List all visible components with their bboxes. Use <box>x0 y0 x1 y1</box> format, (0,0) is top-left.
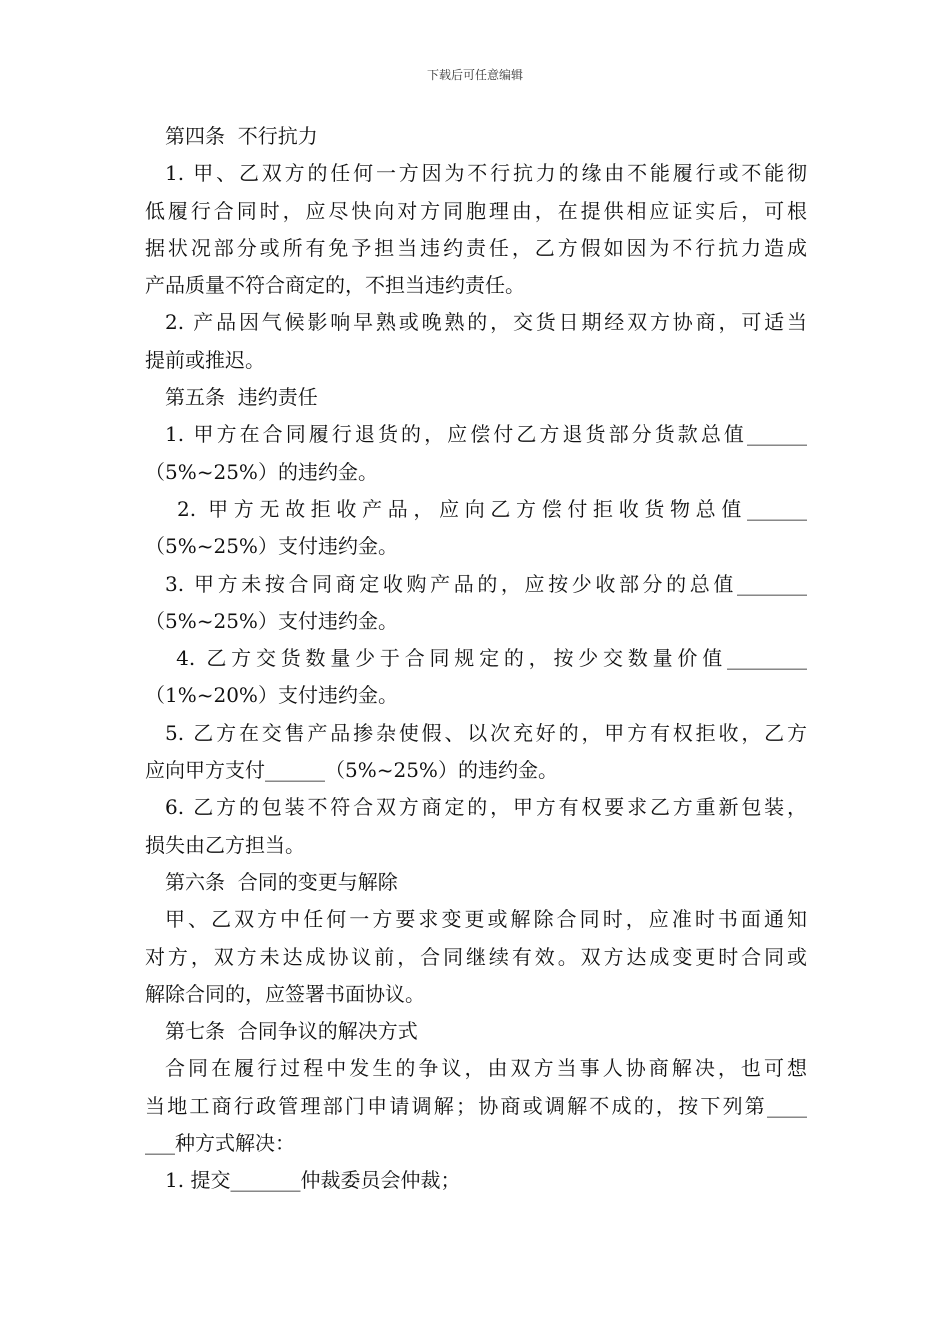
paragraph-line: 3. 甲方未按合同商定收购产品的，应按少收部分的总值_______ <box>165 571 807 596</box>
paragraph-line: 1. 甲方在合同履行退货的，应偿付乙方退货部分货款总值______ <box>165 422 807 447</box>
article-heading: 第四条 不行抗力 <box>165 124 318 148</box>
paragraph-line: 应向甲方支付______（5%~25%）的违约金。 <box>145 758 558 783</box>
paragraph-line: （5%~25%）支付违约金。 <box>145 608 398 633</box>
paragraph-line: 2. 甲方无故拒收产品，应向乙方偿付拒收货物总值______ <box>165 496 807 521</box>
paragraph-line: 提前或推迟。 <box>145 347 265 372</box>
paragraph-line: 甲、乙双方中任何一方要求变更或解除合同时，应准时书面通知 <box>165 907 807 932</box>
paragraph-line: 解除合同的，应签署书面协议。 <box>145 981 425 1006</box>
paragraph-line: （5%~25%）支付违约金。 <box>145 534 398 559</box>
paragraph-line: 对方，双方未达成协议前，合同继续有效。双方达成变更时合同或 <box>145 944 807 969</box>
paragraph-line: 4. 乙方交货数量少于合同规定的，按少交数量价值________ <box>165 646 807 671</box>
article-heading: 第六条 合同的变更与解除 <box>165 869 398 894</box>
paragraph-line: （1%~20%）支付违约金。 <box>145 683 398 708</box>
paragraph-line: 据状况部分或所有免予担当违约责任，乙方假如因为不行抗力造成 <box>145 235 807 260</box>
paragraph-line: 1. 甲、乙双方的任何一方因为不行抗力的缘由不能履行或不能彻 <box>165 161 807 186</box>
article-heading: 第七条 合同争议的解决方式 <box>165 1019 418 1044</box>
paragraph-line: 6. 乙方的包装不符合双方商定的，甲方有权要求乙方重新包装， <box>165 795 807 820</box>
paragraph-line: 2. 产品因气候影响早熟或晚熟的，交货日期经双方协商，可适当 <box>165 310 807 335</box>
article-heading: 第五条 违约责任 <box>165 385 318 410</box>
paragraph-line: 1. 提交_______仲裁委员会仲裁； <box>165 1168 461 1193</box>
paragraph-line: 产品质量不符合商定的，不担当违约责任。 <box>145 273 525 298</box>
header-note: 下载后可任意编辑 <box>426 68 523 82</box>
paragraph-line: 损失由乙方担当。 <box>145 832 305 857</box>
document-body <box>145 118 807 1200</box>
paragraph-line: ___种方式解决： <box>145 1131 295 1156</box>
paragraph-line: 当地工商行政管理部门申请调解；协商或调解不成的，按下列第____ <box>145 1093 807 1118</box>
paragraph-line: 合同在履行过程中发生的争议，由双方当事人协商解决，也可想 <box>165 1056 807 1081</box>
paragraph-line: （5%~25%）的违约金。 <box>145 459 378 484</box>
paragraph-line: 5. 乙方在交售产品掺杂使假、以次充好的，甲方有权拒收，乙方 <box>165 720 807 745</box>
paragraph-line: 低履行合同时，应尽快向对方同胞理由，在提供相应证实后，可根 <box>145 198 807 223</box>
